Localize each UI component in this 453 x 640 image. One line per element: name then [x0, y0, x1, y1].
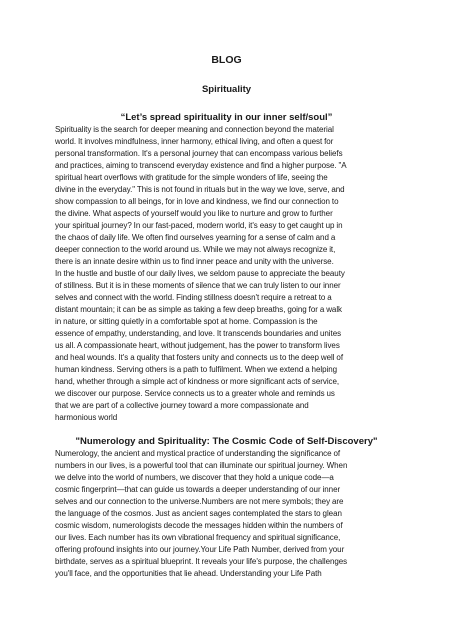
page-heading: BLOG — [211, 54, 242, 66]
section-body: Spirituality is the search for deeper meaning and connection beyond the material world. It involves mindfulness, inner harmony, ethical living, and often a quest for personal transformation. It's a personal journey that can encompass various beliefs and practices, aiming to transcend everyday existence and find a higher purpose. "A spiritual heart overflows with gratitude for the simple wonders of life, seeing the divine in the everyday." This is not found in rituals but in the way we love, serve, and show compassion to all beings, for in love and kindness, we find our connection to the divine. What aspects of yourself would you like to nurture and grow to further your spiritual journey? In our fast-paced, modern world, it's easy to get caught up in the chaos of daily life. We often find ourselves yearning for a sense of calm and a deeper connection to the world around us. While we may not always recognize it, there is an innate desire within us to find inner peace and unity with the universe. In the hustle and bustle of our daily lives, we seldom pause to appreciate the beauty of stillness. But it is in these moments of silence that we can truly listen to our inner selves and connect with the world. Finding stillness doesn't require a retreat to a distant mountain; it can be as simple as taking a few deep breaths, going for a walk in nature, or sitting quietly in a comfortable spot at home. Compassion is the essence of empathy, understanding, and love. It transcends boundaries and unites us all. A compassionate heart, without judgement, has the power to transform lives and heal wounds. It's a quality that fosters unity and connects us to the deep well of human kindness. Serving others is a path to fulfilment. When we extend a helping hand, whether through a simple act of kindness or more significant acts of service, we discover our purpose. Service connects us to a greater whole and reminds us that we are part of a collective journey toward a more compassionate and harmonious world — [55, 125, 347, 422]
page-subheading: Spirituality — [201, 84, 252, 95]
section-body: Numerology, the ancient and mystical practice of understanding the significance of numbers in our lives, is a powerful tool that can illuminate our spiritual journey. When we delve into the world of numbers, we discover that they hold a unique code—a cosmic fingerprint—that can guide us towards a deeper understanding of our inner selves and our connection to the universe.Numbers are not mere symbols; they are the language of the cosmos. Just as ancient sages contemplated the stars to glean cosmic wisdom, numerologists decode the messages hidden within the numbers of our lives. Each number has its own vibrational frequency and spiritual significance, offering profound insights into our journey.Your Life Path Number, derived from your birthdate, serves as a spiritual blueprint. It reveals your life's purpose, the challenges you'll face, and the opportunities that lie ahead. Understanding your Life Path — [55, 449, 348, 578]
section-title: “Let’s spread spirituality in our inner self/soul” — [120, 112, 333, 123]
section-title: "Numerology and Spirituality: The Cosmic Code of Self-Discovery" — [75, 436, 378, 447]
